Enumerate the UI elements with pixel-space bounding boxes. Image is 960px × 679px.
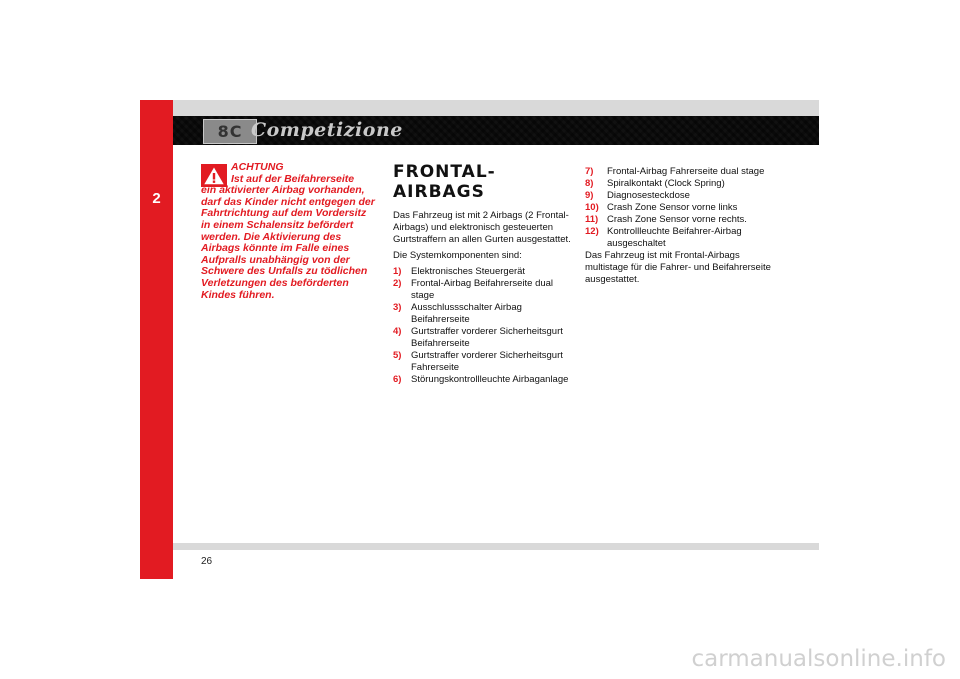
item-number: 5) <box>393 350 402 361</box>
list-item <box>585 178 785 190</box>
warning-line1: Ist auf der Beifahrerseite <box>231 172 355 185</box>
closing-text: Das Fahrzeug ist mit Frontal-Airbags multistage für die Fahrer- und Beifahrerseite ausgestattet. <box>585 250 771 285</box>
item-number: 4) <box>393 326 402 337</box>
components-list <box>393 266 573 386</box>
list-item <box>393 278 573 302</box>
list-item <box>585 226 785 250</box>
item-number: 7) <box>585 166 594 177</box>
section-title-line1: FRONTAL- <box>393 162 496 182</box>
item-text: Gurtstraffer vorderer Sicherheitsgurt Beifahrerseite <box>411 326 563 349</box>
section-intro: Das Fahrzeug ist mit 2 Airbags (2 Frontal-Airbags) und elektronisch gesteuerten Gurtstraffern an allen Gurten ausgestattet. <box>393 210 571 245</box>
item-number: 3) <box>393 302 402 313</box>
warning-title: ACHTUNG <box>231 161 284 173</box>
item-number: 6) <box>393 374 402 385</box>
item-text: Störungskontrollleuchte Airbaganlage <box>411 374 569 385</box>
header-band <box>173 100 819 116</box>
logo-script: Competizione <box>251 119 403 141</box>
item-text: Crash Zone Sensor vorne rechts. <box>607 214 747 225</box>
item-number: 8) <box>585 178 594 189</box>
list-item <box>393 266 573 278</box>
chapter-number: 2 <box>152 190 161 207</box>
section-title-line2: AIRBAGS <box>393 182 485 202</box>
logo-badge: 8C <box>203 119 257 144</box>
list-item <box>585 214 785 226</box>
item-number: 11) <box>585 214 599 225</box>
list-item <box>585 166 785 178</box>
item-number: 2) <box>393 278 402 289</box>
item-text: Spiralkontakt (Clock Spring) <box>607 178 725 189</box>
item-text: Elektronisches Steuergerät <box>411 266 526 277</box>
list-item <box>393 374 573 386</box>
brand-logo <box>203 116 403 145</box>
frontal-airbags-section <box>393 162 573 386</box>
item-number: 10) <box>585 202 599 213</box>
item-text: Frontal-Airbag Fahrerseite dual stage <box>607 166 765 177</box>
list-item <box>585 190 785 202</box>
item-text: Crash Zone Sensor vorne links <box>607 202 738 213</box>
warning-body: ein aktivierter Airbag vorhanden, darf das Kinder nicht entgegen der Fahrtrichtung auf dem Vordersitz in einem Schalensitz befördert werden. Die Aktivierung des Airbags könnte im Falle eines Aufpralls unabhängig von der Schwere des Unfalls zu tödlichen Verletzungen des beförderten Kindes führen. <box>201 184 375 301</box>
list-item <box>393 326 573 350</box>
item-text: Gurtstraffer vorderer Sicherheitsgurt Fahrerseite <box>411 350 563 373</box>
watermark: carmanualsonline.info <box>691 646 946 672</box>
components-list-continued <box>585 166 785 250</box>
list-item <box>393 350 573 374</box>
list-item <box>585 202 785 214</box>
chapter-strip <box>140 100 173 579</box>
components-continued <box>585 166 785 286</box>
item-text: Kontrollleuchte Beifahrer-Airbag ausgeschaltet <box>607 226 742 249</box>
components-intro: Die Systemkomponenten sind: <box>393 250 522 261</box>
item-text: Frontal-Airbag Beifahrerseite dual stage <box>411 278 554 301</box>
list-item <box>393 302 573 326</box>
item-number: 1) <box>393 266 402 277</box>
footer-band <box>173 543 819 550</box>
warning-block <box>201 162 376 301</box>
item-number: 9) <box>585 190 594 201</box>
page-number: 26 <box>201 556 213 567</box>
item-number: 12) <box>585 226 599 237</box>
item-text: Diagnosesteckdose <box>607 190 690 201</box>
item-text: Ausschlussschalter Airbag Beifahrerseite <box>411 302 522 325</box>
section-title <box>393 162 573 202</box>
